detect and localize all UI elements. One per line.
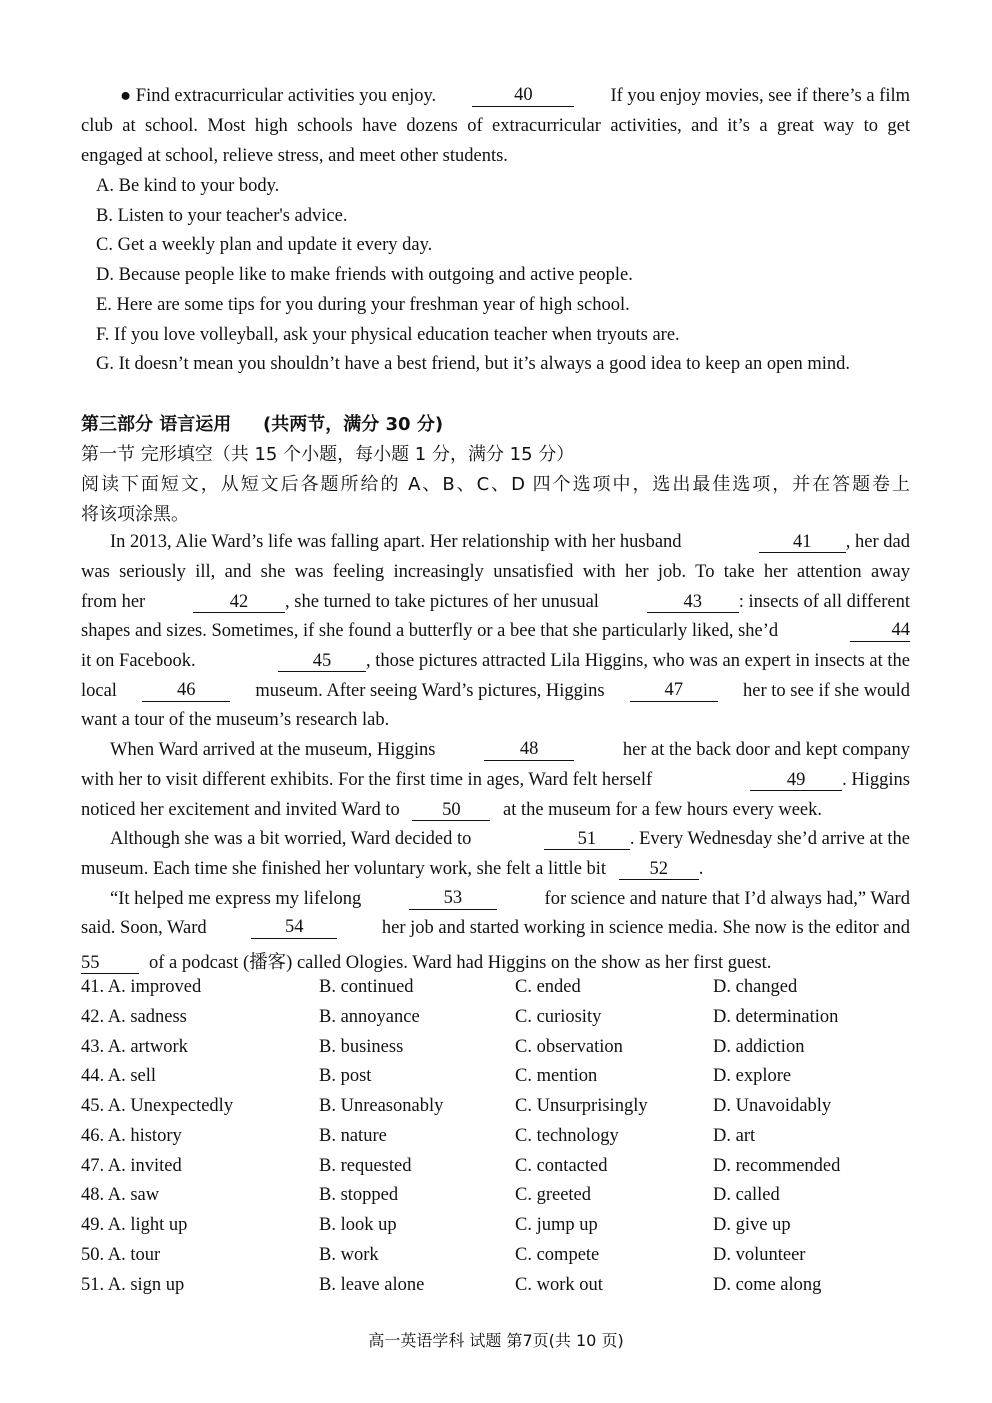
option-item: A. Be kind to your body.	[96, 176, 280, 196]
blank-42: 42	[193, 593, 285, 613]
blank-47: 47	[630, 681, 718, 702]
answer-option-b: B. post	[319, 1066, 372, 1087]
answer-option-d: D. volunteer	[713, 1244, 806, 1265]
para-line: engaged at school, relieve stress, and meet other students.	[81, 146, 508, 166]
passage-text: museum. After seeing Ward’s pictures, Higgins	[255, 681, 605, 701]
answer-option-b: B. Unreasonably	[319, 1096, 444, 1116]
part3-heading: 第三部分 语言运用	[81, 414, 232, 435]
answer-option-c: C. jump up	[515, 1215, 598, 1235]
answer-option-d: D. called	[713, 1185, 780, 1206]
part3-heading-row	[81, 410, 443, 436]
answer-option-a: 48. A. saw	[81, 1185, 160, 1206]
answer-option-d: D. Unavoidably	[713, 1096, 832, 1116]
passage-text: Although she was a bit worried, Ward decided to	[110, 829, 472, 849]
bullet-text-end: If you enjoy movies, see if there’s a film	[610, 86, 910, 106]
passage-text: , her dad	[845, 532, 910, 552]
passage-line	[110, 829, 910, 850]
blank-40: 40	[472, 86, 574, 107]
answer-option-a: 43. A. artwork	[81, 1036, 188, 1057]
passage-text: , those pictures attracted Lila Higgins, who was an expert in insects at the	[365, 651, 910, 671]
passage-line	[81, 681, 910, 702]
answer-option-c: C. greeted	[515, 1185, 592, 1206]
passage-text: for science and nature that I’d always had,” Ward	[544, 889, 910, 909]
passage-line	[110, 740, 910, 761]
passage-text: from her	[81, 592, 146, 612]
answer-option-a: 42. A. sadness	[81, 1006, 187, 1027]
option-item: C. Get a weekly plan and update it every day.	[96, 235, 433, 256]
blank-48: 48	[484, 740, 574, 761]
answer-option-c: C. observation	[515, 1036, 623, 1057]
passage-text: When Ward arrived at the museum, Higgins	[110, 740, 436, 760]
answer-option-a: 45. A. Unexpectedly	[81, 1096, 234, 1116]
passage-line	[110, 532, 910, 553]
option-item: F. If you love volleyball, ask your physical education teacher when tryouts are.	[96, 324, 680, 345]
option-item: B. Listen to your teacher's advice.	[96, 205, 348, 226]
passage-line: was seriously ill, and she was feeling increasingly unsatisfied with her job. To take her attention away	[81, 562, 910, 582]
section1-heading: 第一节 完形填空（共 15 个小题，每小题 1 分，满分 15 分）	[81, 444, 575, 465]
passage-text: at the museum for a few hours every week.	[502, 800, 822, 820]
passage-text: her at the back door and kept company	[622, 740, 910, 760]
passage-text: it on Facebook.	[81, 651, 196, 671]
passage-line	[81, 621, 910, 642]
answer-option-b: B. work	[319, 1244, 379, 1265]
answer-option-a: 44. A. sell	[81, 1066, 157, 1087]
blank-54: 54	[251, 918, 337, 939]
answer-option-d: D. come along	[713, 1274, 822, 1295]
answer-option-b: B. business	[319, 1036, 404, 1057]
passage-text: said. Soon, Ward	[81, 918, 207, 938]
passage-text: of a podcast (播客) called Ologies. Ward had Higgins on the show as her first guest.	[149, 953, 772, 973]
answer-option-a: 50. A. tour	[81, 1244, 161, 1265]
passage-text: museum. Each time she finished her voluntary work, she felt a little bit	[81, 859, 607, 879]
answer-option-b: B. requested	[319, 1155, 412, 1176]
answer-option-c: C. Unsurprisingly	[515, 1096, 648, 1116]
blank-55: 55	[81, 954, 139, 974]
para-line: club at school. Most high schools have dozens of extracurricular activities, and it’s a great way to get	[81, 116, 910, 136]
answer-option-c: C. curiosity	[515, 1006, 602, 1027]
answer-option-d: D. recommended	[713, 1155, 841, 1176]
answer-option-a: 51. A. sign up	[81, 1274, 185, 1295]
option-item: D. Because people like to make friends with outgoing and active people.	[96, 265, 633, 286]
answer-option-d: D. determination	[713, 1006, 839, 1027]
blank-49: 49	[750, 771, 842, 791]
passage-text: noticed her excitement and invited Ward to	[81, 800, 400, 820]
blank-43: 43	[647, 593, 739, 613]
passage-text: , she turned to take pictures of her unusual	[285, 592, 599, 612]
answer-option-b: B. leave alone	[319, 1274, 425, 1295]
part3-heading-note: (共两节，满分 30 分)	[263, 414, 444, 435]
passage-text: “It helped me express my lifelong	[110, 889, 362, 909]
answer-option-b: B. look up	[319, 1215, 397, 1235]
passage-text: her job and started working in science media. She now is the editor and	[381, 918, 910, 938]
answer-option-d: D. addiction	[713, 1036, 805, 1057]
answer-option-c: C. mention	[515, 1066, 598, 1087]
answer-option-d: D. changed	[713, 977, 798, 997]
passage-text: her to see if she would	[743, 681, 910, 701]
answer-option-c: C. ended	[515, 977, 581, 997]
answer-option-d: D. art	[713, 1125, 756, 1146]
blank-41: 41	[759, 533, 846, 553]
passage-line	[81, 800, 822, 821]
option-item: G. It doesn’t mean you shouldn’t have a best friend, but it’s always a good idea to keep an open mind.	[96, 354, 851, 375]
blank-44: 44	[850, 621, 910, 642]
passage-text: with her to visit different exhibits. For the first time in ages, Ward felt herself	[81, 770, 653, 790]
passage-line	[81, 918, 910, 939]
passage-line	[81, 770, 910, 791]
answer-option-c: C. contacted	[515, 1155, 608, 1176]
blank-52: 52	[619, 860, 699, 880]
answer-option-c: C. technology	[515, 1125, 619, 1146]
answer-option-c: C. work out	[515, 1274, 603, 1295]
answer-option-d: D. give up	[713, 1215, 791, 1235]
answer-option-b: B. continued	[319, 977, 414, 997]
page-footer: 高一英语学科 试题 第7页(共 10 页)	[368, 1331, 624, 1350]
passage-line	[81, 592, 910, 613]
answer-option-a: 47. A. invited	[81, 1155, 182, 1176]
passage-line	[81, 859, 703, 880]
answer-option-b: B. annoyance	[319, 1006, 420, 1027]
answer-option-a: 46. A. history	[81, 1125, 182, 1146]
passage-line	[110, 889, 910, 910]
passage-text: .	[698, 859, 704, 879]
answer-option-b: B. nature	[319, 1125, 387, 1146]
bullet-text: ● Find extracurricular activities you enjoy.	[120, 86, 437, 106]
instructions-line: 阅读下面短文，从短文后各题所给的 A、B、C、D 四个选项中，选出最佳选项，并在答题卷上	[81, 474, 910, 495]
blank-46: 46	[142, 681, 230, 702]
passage-text: . Every Wednesday she’d arrive at the	[629, 829, 910, 849]
answer-option-c: C. compete	[515, 1244, 600, 1265]
passage-text: In 2013, Alie Ward’s life was falling apart. Her relationship with her husband	[110, 532, 682, 552]
passage-text: . Higgins	[842, 770, 910, 790]
passage-line: want a tour of the museum’s research lab.	[81, 710, 390, 730]
option-item: E. Here are some tips for you during your freshman year of high school.	[96, 294, 630, 315]
passage-text: : insects of all different	[738, 592, 910, 612]
blank-51: 51	[544, 830, 630, 850]
answer-option-a: 49. A. light up	[81, 1215, 188, 1235]
blank-53: 53	[409, 889, 497, 910]
answer-option-d: D. explore	[713, 1066, 792, 1087]
passage-text: local	[81, 681, 117, 701]
passage-line	[81, 948, 771, 974]
blank-50: 50	[412, 801, 490, 821]
instructions-line: 将该项涂黑。	[81, 504, 189, 525]
bullet-line	[120, 86, 910, 107]
passage-text: shapes and sizes. Sometimes, if she found a butterfly or a bee that she particularly liked, she’d	[81, 621, 779, 641]
blank-45: 45	[278, 652, 366, 672]
answer-option-b: B. stopped	[319, 1185, 399, 1206]
answer-option-a: 41. A. improved	[81, 977, 202, 997]
passage-line	[81, 651, 910, 672]
